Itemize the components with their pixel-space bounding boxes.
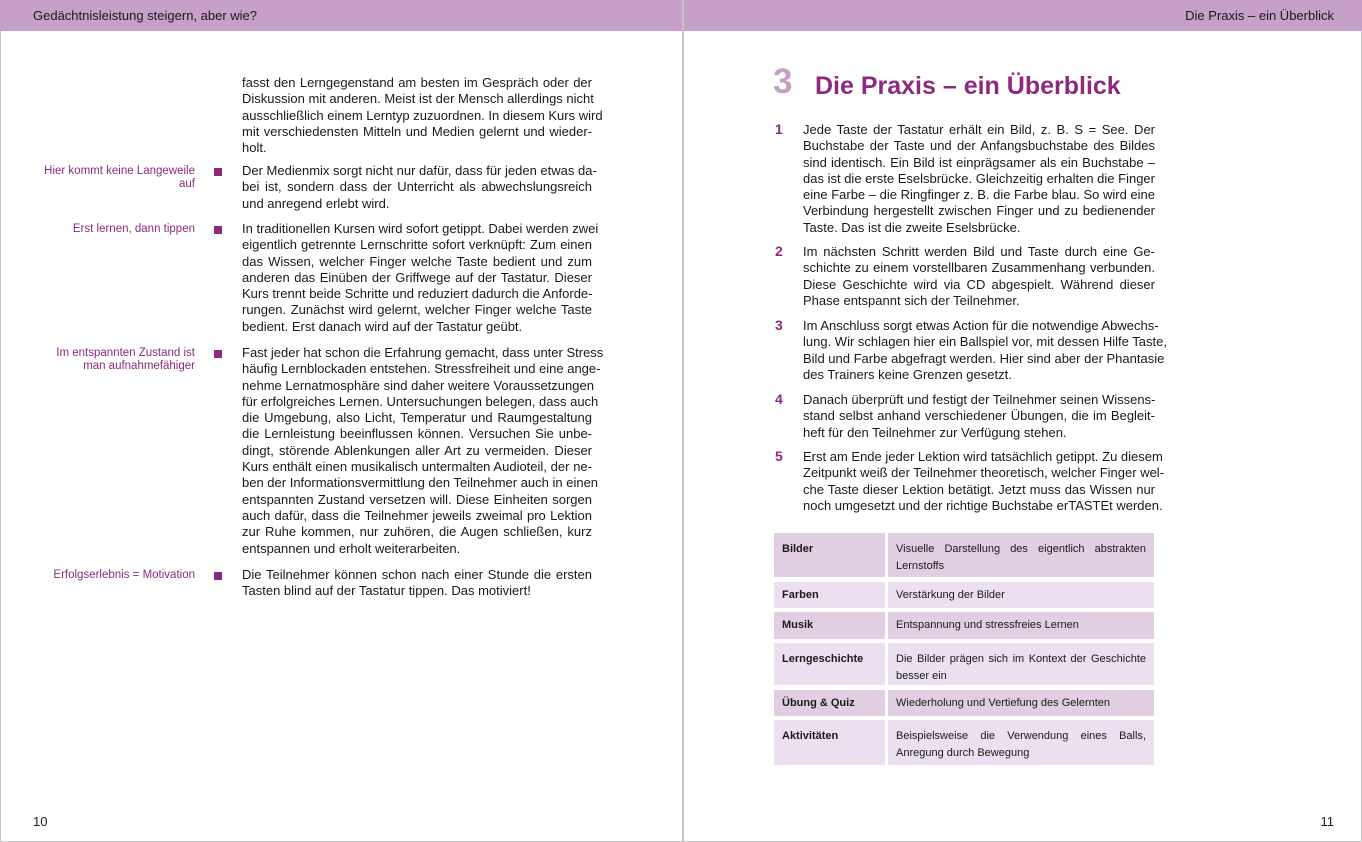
chapter-title: Die Praxis – ein Überblick: [815, 72, 1121, 100]
text-line: anderen das Einüben der Griffwege auf der Tastatur. Dieser: [242, 269, 592, 285]
text-line: entspannten Zustand versetzen will. Diese Einheiten sorgen: [242, 491, 592, 507]
text-line: Bild und Farbe abgefragt werden. Hier sind aber der Phantasie: [803, 350, 1165, 366]
text-line: das ist die erste Eselsbrücke. Gleichzeitig erhalten die Finger: [803, 170, 1155, 186]
text-line: Erst am Ende jeder Lektion wird tatsächlich getippt. Zu diesem: [803, 449, 1163, 464]
margin-note-line: Erfolgserlebnis = Motivation: [53, 569, 195, 581]
text-line: Der Medienmix sorgt nicht nur dafür, dass für jeden etwas da-: [242, 163, 597, 178]
bullet-square-icon: [214, 572, 222, 580]
text-line: Im Anschluss sorgt etwas Action für die notwendige Abwechs-: [803, 318, 1159, 333]
step-text: [803, 392, 1155, 441]
step-number: 5: [775, 448, 783, 464]
margin-note: [25, 223, 195, 236]
text-line: Zeitpunkt weiß der Teilnehmer theoretisch, welcher Finger wel-: [803, 465, 1165, 481]
margin-note-line: auf: [179, 178, 195, 190]
left-page-number: 10: [33, 814, 48, 829]
text-line: Die Teilnehmer können schon nach einer Stunde die ersten: [242, 567, 592, 582]
text-line: eine Farbe – die Ringfinger z. B. die Farbe blau. So wird eine: [803, 187, 1155, 203]
text-line: auch dafür, dass die Teilnehmer jeweils zweimal pro Lektion: [242, 507, 592, 523]
step-text: [803, 244, 1155, 309]
text-line: für erfolgreiches Lernen. Untersuchungen belegen, dass auch: [242, 393, 599, 409]
text-line: ben der Informationsvermittlung den Teilnehmer auch in einen: [242, 475, 599, 491]
text-line: fasst den Lerngegenstand am besten im Gespräch oder der: [242, 75, 592, 90]
text-line: rungen. Zunächst wird gelernt, welcher Finger welche Taste: [242, 302, 592, 318]
text-line: bedient. Erst danach wird auf der Tastatur geübt.: [242, 318, 523, 334]
text-line: Taste. Das ist die zweite Eselsbrücke.: [803, 219, 1021, 235]
margin-note-line: Hier kommt keine Langeweile: [44, 165, 195, 177]
body-paragraph: [242, 163, 597, 212]
margin-note-line: man aufnahmefähiger: [83, 360, 195, 372]
margin-note-line: Im entspannten Zustand ist: [56, 347, 195, 359]
margin-note: [25, 347, 195, 373]
table-value-cell: Visuelle Darstellung des eigentlich abstrakten Lernstoffs: [888, 533, 1154, 577]
text-line: Kurs trennt beide Schritte und reduziert dadurch die Anforde-: [242, 286, 593, 302]
text-line: eigentlich getrennte Lernschritte sofort verknüpft: Zum einen: [242, 237, 592, 253]
table-key-cell: Übung & Quiz: [774, 690, 885, 716]
text-line: das Wissen, welcher Finger welche Taste bedient und zum: [242, 253, 592, 269]
text-line: Danach überprüft und festigt der Teilnehmer seinen Wissens-: [803, 392, 1156, 407]
text-line: mit verschiedensten Mitteln und Medien gelernt und wieder-: [242, 123, 592, 139]
text-line: Kurs enthält einen musikalisch untermalten Audioteil, der ne-: [242, 459, 592, 475]
text-line: Jede Taste der Tastatur erhält ein Bild, z. B. S = See. Der: [803, 122, 1155, 137]
table-key-cell: Aktivitäten: [774, 720, 885, 765]
text-line: und anregend erlebt wird.: [242, 195, 390, 211]
text-line: dingt, störende Ablenkungen aller Art zu vermeiden. Dieser: [242, 442, 592, 458]
body-paragraph: [242, 75, 603, 156]
step-number: 2: [775, 243, 783, 259]
table-key-cell: Farben: [774, 582, 885, 608]
text-line: die Umgebung, also Licht, Temperatur und Raumgestaltung: [242, 410, 592, 426]
text-line: Diese Geschichte wird via CD abgespielt. Während dieser: [803, 276, 1155, 292]
text-line: che Taste dieser Lektion betätigt. Jetzt muss das Wissen nur: [803, 481, 1155, 497]
text-line: des Trainers keine Grenzen gesetzt.: [803, 366, 1012, 382]
step-number: 3: [775, 317, 783, 333]
right-page-number: 11: [1320, 814, 1334, 829]
table-value-cell: Beispielsweise die Verwendung eines Balls, Anregung durch Bewegung: [888, 720, 1154, 765]
text-line: nehme Lernatmosphäre sind daher weitere Voraussetzungen: [242, 377, 594, 393]
chapter-number: 3: [773, 62, 793, 101]
text-line: sind identisch. Ein Bild ist einprägsamer als ein Buchstabe –: [803, 154, 1155, 170]
table-value-cell: Verstärkung der Bilder: [888, 582, 1154, 608]
margin-note-line: Erst lernen, dann tippen: [72, 223, 195, 235]
bullet-square-icon: [214, 168, 222, 176]
step-number: 1: [775, 121, 783, 137]
text-line: Fast jeder hat schon die Erfahrung gemacht, dass unter Stress: [242, 345, 604, 360]
text-line: ausschließlich einem Lerntyp zuzuordnen. In diesem Kurs wird: [242, 107, 603, 123]
book-spine: [682, 0, 684, 842]
text-line: häufig Lernblockaden entstehen. Stressfreiheit und eine ange-: [242, 361, 601, 377]
text-line: Im nächsten Schritt werden Bild und Taste durch eine Ge-: [803, 244, 1155, 259]
text-line: Diskussion mit anderen. Meist ist der Mensch allerdings nicht: [242, 91, 594, 107]
table-key-cell: Bilder: [774, 533, 885, 577]
step-text: [803, 122, 1155, 236]
text-line: Verbindung hergestellt zwischen Finger und zu bedienender: [803, 203, 1155, 219]
text-line: zur Ruhe kommen, nur zuhören, die Augen schließen, kurz: [242, 524, 592, 540]
step-text: [803, 449, 1165, 514]
body-paragraph: [242, 567, 592, 600]
text-line: Tasten blind auf der Tastatur tippen. Das motiviert!: [242, 583, 531, 599]
text-line: entspannen und erholt weiterarbeiten.: [242, 540, 461, 556]
text-line: holt.: [242, 140, 267, 156]
text-line: die Lernleistung beeinflussen können. Versuchen Sie unbe-: [242, 426, 592, 442]
text-line: heft für den Teilnehmer zur Verfügung stehen.: [803, 424, 1067, 440]
text-line: stand selbst anhand verschiedener Übungen, die im Begleit-: [803, 408, 1155, 424]
text-line: bei ist, sondern dass der Unterricht als abwechslungsreich: [242, 179, 592, 195]
table-key-cell: Musik: [774, 612, 885, 639]
body-paragraph: [242, 221, 599, 335]
bullet-square-icon: [214, 226, 222, 234]
step-number: 4: [775, 391, 783, 407]
table-value-cell: Entspannung und stressfreies Lernen: [888, 612, 1154, 639]
margin-note: [25, 165, 195, 191]
text-line: noch umgesetzt und der richtige Buchstabe erTASTEt werden.: [803, 497, 1163, 513]
table-key-cell: Lerngeschichte: [774, 643, 885, 685]
table-value-cell: Wiederholung und Vertiefung des Gelernten: [888, 690, 1154, 716]
text-line: schichte zu einem vorstellbaren Zusammenhang verbunden.: [803, 260, 1155, 276]
text-line: In traditionellen Kursen wird sofort getippt. Dabei werden zwei: [242, 221, 599, 236]
table-value-cell: Die Bilder prägen sich im Kontext der Geschichte besser ein: [888, 643, 1154, 685]
bullet-square-icon: [214, 350, 222, 358]
margin-note: [25, 569, 195, 582]
text-line: lung. Wir schlagen hier ein Ballspiel vor, mit dessen Hilfe Taste,: [803, 334, 1167, 350]
text-line: Buchstabe der Taste und der Anfangsbuchstabe des Bildes: [803, 138, 1155, 154]
right-running-head: Die Praxis – ein Überblick: [1185, 8, 1334, 23]
body-paragraph: [242, 345, 604, 557]
step-text: [803, 318, 1167, 383]
left-running-head: Gedächtnisleistung steigern, aber wie?: [33, 8, 258, 23]
text-line: Phase entspannt sich der Teilnehmer.: [803, 292, 1020, 308]
